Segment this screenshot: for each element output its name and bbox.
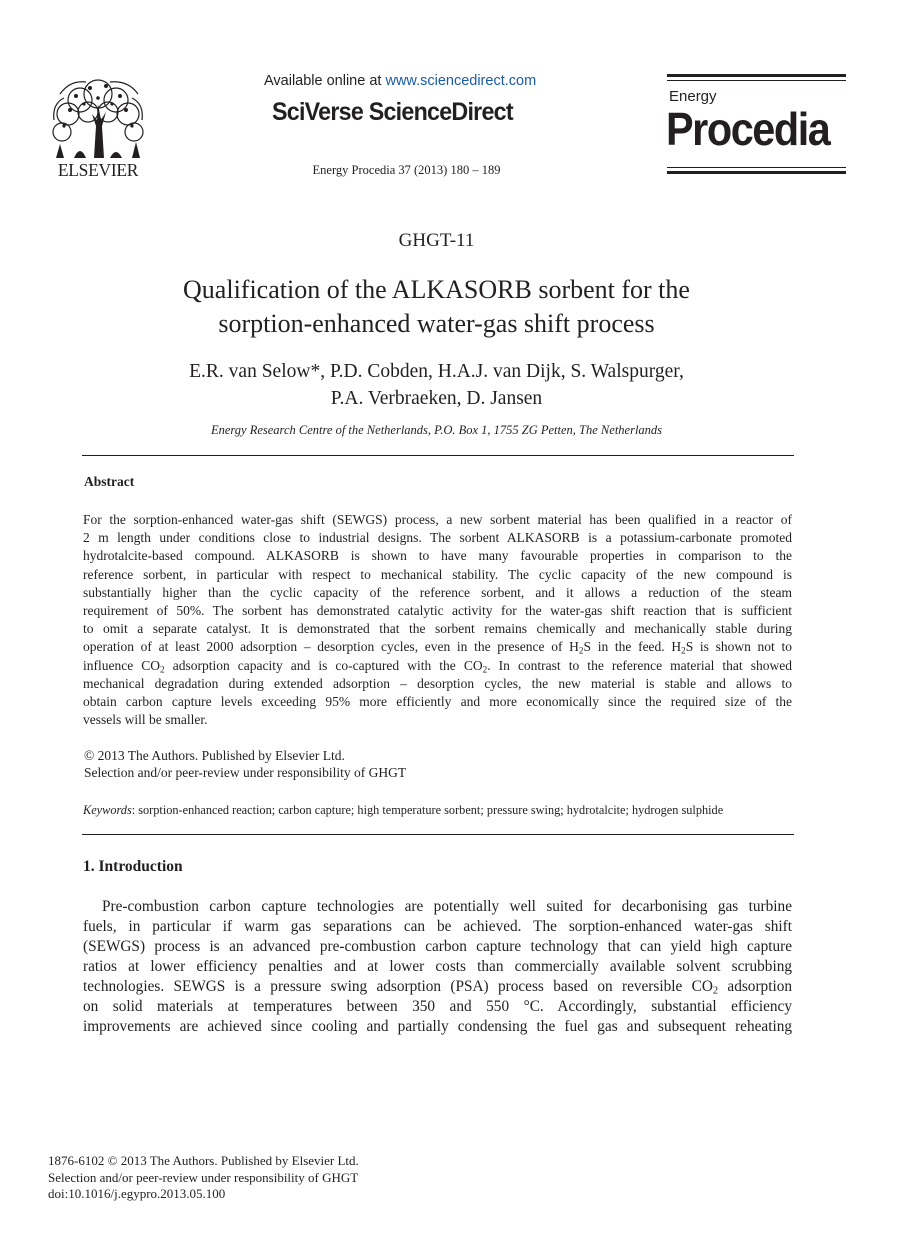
logo-rule-bottom-thin — [667, 167, 846, 168]
elsevier-tree-icon — [50, 74, 146, 158]
text-run: influence CO — [83, 657, 161, 673]
title-line-1: Qualification of the ALKASORB sorbent for the — [183, 275, 690, 304]
abstract-line: obtain carbon capture levels exceeding 95% more efficiently and more economically since the required size of the — [83, 694, 792, 710]
subscript: 2 — [712, 985, 719, 997]
sciverse-sciencedirect-logo: SciVerse ScienceDirect — [272, 98, 513, 126]
authors-line-1: E.R. van Selow*, P.D. Cobden, H.A.J. van Dijk, S. Walspurger, — [189, 361, 684, 382]
paper-title — [0, 273, 873, 341]
text-run: . In contrast to the reference material that showed — [487, 657, 792, 673]
logo-rule-bottom-thick — [667, 171, 846, 174]
abstract-line: vessels will be smaller. — [83, 712, 208, 728]
abstract-line: to omit a separate catalyst. It is demonstrated that the sorbent remains chemically and mechanically stable during — [83, 621, 792, 637]
text-run: S in the feed. H — [583, 639, 682, 655]
text-run: technologies. SEWGS is a pressure swing adsorption (PSA) process based on reversible CO — [83, 978, 713, 995]
subscript: 2 — [482, 663, 488, 674]
abstract-line: For the sorption-enhanced water-gas shift (SEWGS) process, a new sorbent material has been qualified in a reactor of — [83, 512, 792, 527]
affiliation: Energy Research Centre of the Netherlands, P.O. Box 1, 1755 ZG Petten, The Netherlands — [210, 423, 663, 437]
keywords-text: : sorption-enhanced reaction; carbon capture; high temperature sorbent; pressure swing; hydrotalcite; hydrogen sulphide — [131, 803, 724, 817]
logo-rule-top-thin — [667, 80, 846, 81]
copyright-notice — [84, 748, 406, 781]
keywords-label: Keywords — [83, 803, 132, 817]
intro-line: (SEWGS) process is an advanced pre-combustion carbon capture technology that can yield high capture — [83, 938, 792, 955]
keywords — [83, 803, 723, 818]
intro-line — [83, 977, 792, 997]
abstract-line: requirement of 50%. The sorbent has demonstrated catalytic activity for the water-gas shift reaction that is sufficient — [83, 603, 792, 619]
page-footer — [48, 1153, 359, 1203]
abstract-line: reference sorbent, in particular with respect to mechanical stability. The cyclic capacity of the new compound is — [83, 566, 792, 582]
copyright-line-1: © 2013 The Authors. Published by Elsevier Ltd. — [84, 748, 345, 763]
conference-name: GHGT-11 — [398, 230, 475, 251]
journal-big-title: Procedia — [666, 103, 830, 155]
authors-line-2: P.A. Verbraeken, D. Jansen — [330, 388, 543, 409]
abstract-line: mechanical degradation during extended adsorption – desorption cycles, the new material is stable and allows to — [83, 675, 792, 691]
intro-line: improvements are achieved since cooling and partially condensing the fuel gas and subsequent reheating — [83, 1018, 792, 1035]
subscript: 2 — [160, 663, 165, 674]
abstract-line: 2 m length under conditions close to industrial designs. The sorbent ALKASORB is a potassium-carbonate promoted — [83, 530, 792, 546]
title-line-2: sorption-enhanced water-gas shift process — [218, 309, 655, 338]
intro-line: on solid materials at temperatures between 350 and 550 °C. Accordingly, substantial efficiency — [83, 998, 792, 1015]
available-prefix: Available online at — [264, 73, 386, 89]
abstract-line — [83, 638, 792, 656]
divider-bottom — [82, 834, 794, 835]
text-run: operation of at least 2000 adsorption – desorption cycles, even in the presence of H — [83, 639, 579, 655]
intro-line: ratios at lower efficiency penalties and at lower costs than commercially available solvent scrubbing — [83, 958, 792, 975]
abstract-line: hydrotalcite-based compound. ALKASORB is shown to have many favourable properties in comparison to the — [83, 548, 792, 564]
intro-line: Pre-combustion carbon capture technologies are potentially well suited for decarbonising gas turbine — [102, 898, 792, 915]
abstract-heading: Abstract — [84, 474, 135, 489]
footer-issn: 1876-6102 © 2013 The Authors. Published by Elsevier Ltd. — [48, 1153, 359, 1168]
available-online-line — [264, 73, 536, 89]
energy-procedia-logo — [667, 74, 847, 176]
text-run: adsorption capacity and is co-captured with the CO — [164, 657, 483, 673]
copyright-line-2: Selection and/or peer-review under responsibility of GHGT — [84, 764, 407, 780]
divider-top — [82, 455, 794, 456]
abstract-line — [83, 657, 792, 675]
logo-rule-top-thick — [667, 74, 846, 77]
abstract-body — [83, 511, 792, 729]
elsevier-wordmark: ELSEVIER — [57, 160, 139, 180]
abstract-line: substantially higher than the cyclic capacity of the reference sorbent, and it allows a reduction of the steam — [83, 584, 792, 600]
journal-small-title: Energy — [669, 88, 717, 105]
introduction-body — [83, 897, 792, 1037]
text-run: S is shown not to — [685, 639, 792, 655]
footer-review: Selection and/or peer-review under responsibility of GHGT — [48, 1169, 359, 1185]
subscript: 2 — [681, 645, 686, 656]
intro-line: fuels, in particular if warm gas separations can be achieved. The sorption-enhanced water-gas shift — [83, 918, 792, 935]
footer-doi: doi:10.1016/j.egypro.2013.05.100 — [48, 1186, 226, 1201]
introduction-heading: 1. Introduction — [83, 858, 183, 875]
subscript: 2 — [578, 645, 584, 656]
author-list — [0, 358, 873, 412]
journal-citation: Energy Procedia 37 (2013) 180 – 189 — [312, 163, 501, 177]
sciencedirect-link[interactable]: www.sciencedirect.com — [385, 73, 537, 89]
text-run: adsorption — [718, 978, 792, 995]
